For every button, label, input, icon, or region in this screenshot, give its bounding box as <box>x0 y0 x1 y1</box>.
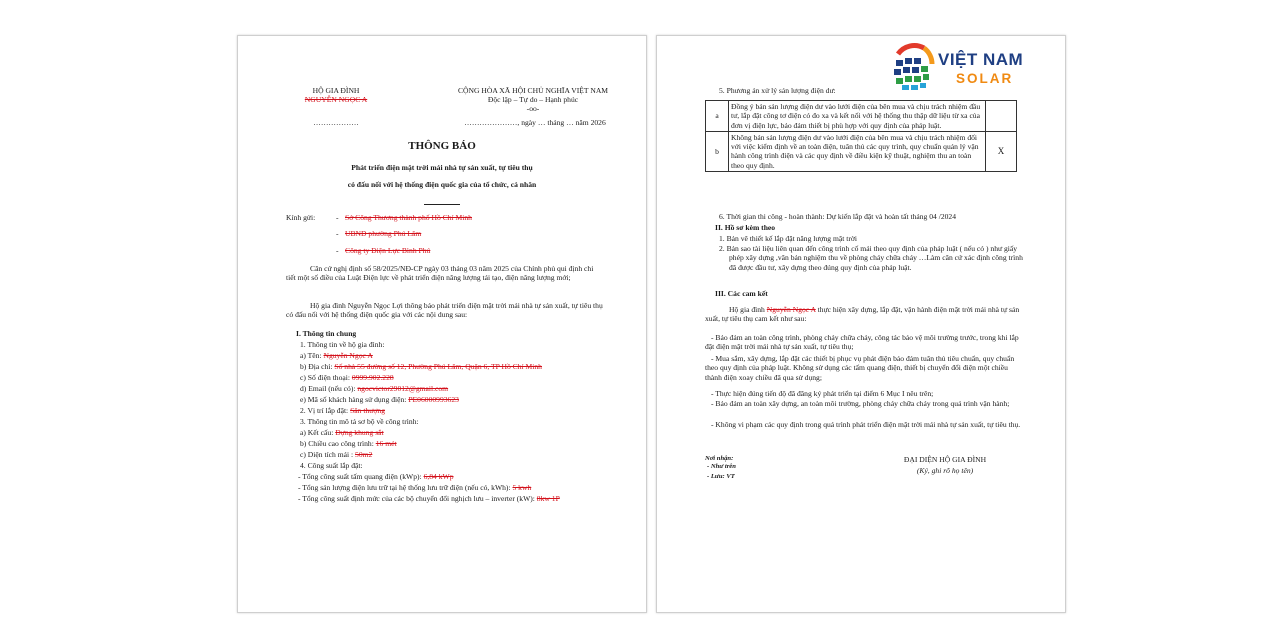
vietnam-solar-logo <box>890 40 1050 92</box>
commitment-intro-end: thực hiện xây dựng, lắp đặt, vận hành điện mặt trời mái nhà tự sản xuất, tự tiêu thụ cam kết như sau: <box>705 305 1020 324</box>
document-subtitle-1: Phát triển điện mặt trời mái nhà tự sản xuất, tự tiêu thụ <box>351 163 533 172</box>
commitment-intro <box>705 305 1021 324</box>
recipients-item-2: - Lưu: VT <box>707 473 735 480</box>
option-key: b <box>706 131 729 171</box>
capacity-inverter-value: 8kw 1P <box>536 494 560 503</box>
info-email-row <box>300 384 448 393</box>
option-text: Không bán sản lượng điện dư vào lưới điện của bên mua và chịu trách nhiệm đối với việc kiểm định về an toàn điện, tuân thủ các quy trình, quy chuẩn quản lý vận hành công trình điện và các quy định về điều kiện kỹ thuật, nghiệm thu an toàn theo quy định. <box>729 131 986 171</box>
recipient-2: UBND phường Phú Lâm <box>345 229 422 238</box>
header-date: …………………, ngày … tháng … năm 2026 <box>464 118 606 127</box>
info-address-value: Số nhà 55 đường số 12, Phường Phú Lâm, Quận 6, TP Hồ Chí Minh <box>334 362 542 371</box>
header-country-name: CỘNG HÒA XÃ HỘI CHỦ NGHĨA VIỆT NAM <box>457 86 609 95</box>
capacity-storage-label: - Tổng sản lượng điện lưu trữ tại hệ thống lưu trữ điện (nếu có, kWh): <box>298 483 511 492</box>
signature-title: ĐẠI DIỆN HỘ GIA ĐÌNH <box>903 455 987 464</box>
surplus-option-row <box>706 131 1017 171</box>
document-page-2 <box>656 35 1066 613</box>
attachment-2: 2. Bản sao tài liệu liên quan đến công trình cố mái theo quy định của pháp luật ( nếu có ) như giấy phép xây dựng ,văn bản nghiệm thu về phòng cháy chữa cháy …Làm căn cứ xác định công trình đã được đầu tư, xây dựng theo đúng quy định của pháp luật. <box>719 244 1023 272</box>
section-iii-heading: III. Các cam kết <box>715 289 768 298</box>
surplus-option-row <box>706 101 1017 132</box>
info-name-label: a) Tên: <box>300 351 322 360</box>
recipient-dash: - <box>336 246 339 255</box>
surplus-option-table <box>705 100 1017 172</box>
info-address-label: b) Địa chỉ: <box>300 362 333 371</box>
commitment-intro-name: Nguyễn Ngọc A <box>766 305 816 314</box>
commitment-item: - Bảo đảm an toàn công trình, phòng cháy chữa cháy, công tác bảo vệ môi trường trước, trong khi lắp đặt điện mặt trời mái nhà tự sản xuất, tự tiêu thụ; <box>705 333 1019 352</box>
commitment-item: - Bảo đảm an toàn xây dựng, an toàn môi trường, phòng cháy chữa cháy trong quá trình vận hành; <box>711 399 1010 408</box>
info-customer-code-label: e) Mã số khách hàng sử dụng điện: <box>300 395 407 404</box>
structure-type-row <box>300 428 384 437</box>
structure-height-row <box>300 439 397 448</box>
header-household-name: NGUYỄN NGỌC A <box>304 95 368 104</box>
commitment-item: - Thực hiện đúng tiến độ đã đăng ký phát triển tại điểm 6 Mục I nêu trên; <box>711 389 934 398</box>
info-email-label: d) Email (nếu có): <box>300 384 356 393</box>
info-email-value: ngocvictor29012@gmail.com <box>357 384 449 393</box>
capacity-heading: 4. Công suất lắp đặt: <box>300 461 363 470</box>
signature-note: (Ký, ghi rõ họ tên) <box>916 466 974 475</box>
info-item-1: 1. Thông tin về hộ gia đình: <box>300 340 385 349</box>
install-location-value: Sân thượng <box>350 406 385 415</box>
capacity-pv-value: 6,84 kWp <box>423 472 454 481</box>
kinh-gui-label: Kính gửi: <box>286 213 316 222</box>
structure-type-value: Dựng khung sắt <box>335 428 384 437</box>
info-customer-code-row <box>300 395 459 404</box>
header-separator: -oo- <box>526 104 540 113</box>
structure-height-value: 16 mét <box>375 439 397 448</box>
option-selection-mark: X <box>986 131 1017 171</box>
info-name-value: Nguyễn Ngọc A <box>323 351 373 360</box>
info-address-row <box>300 362 542 371</box>
document-title: THÔNG BÁO <box>408 140 476 152</box>
solar-sphere-icon <box>890 42 936 94</box>
install-location-label: 2. Vị trí lắp đặt: <box>300 406 349 415</box>
recipient-3: Công ty Điện Lực Bình Phú <box>345 246 431 255</box>
recipient-1: Sở Công Thương thành phố Hồ Chí Minh <box>345 213 472 222</box>
info-phone-row <box>300 373 394 382</box>
document-page-1 <box>237 35 647 613</box>
info-name-row <box>300 351 373 360</box>
commitment-item: - Không vi phạm các quy định trong quá trình phát triển điện mặt trời mái nhà tự sản xuất, tự tiêu thụ. <box>711 420 1021 429</box>
commitment-intro-start: Hộ gia đình <box>729 305 765 314</box>
capacity-pv-label: - Tổng công suất tấm quang điện (kWp): <box>298 472 422 481</box>
structure-type-label: a) Kết cấu: <box>300 428 334 437</box>
legal-basis-paragraph: Căn cứ nghị định số 58/2025/NĐ-CP ngày 03 tháng 03 năm 2025 của Chính phủ qui định chi tiết một số điều của Luật Điện lực về phát triển điện năng lượng tái tạo, điện năng lượng mới; <box>286 264 594 283</box>
recipient-dash: - <box>336 229 339 238</box>
info-phone-value: 0999.902.228 <box>351 373 394 382</box>
header-motto: Độc lập – Tự do – Hạnh phúc <box>487 95 579 104</box>
roof-area-label: c) Diện tích mái : <box>300 450 354 459</box>
structure-info-heading: 3. Thông tin mô tả sơ bộ về công trình: <box>300 417 419 426</box>
structure-height-label: b) Chiều cao công trình: <box>300 439 374 448</box>
roof-area-row <box>300 450 372 459</box>
recipients-label: Nơi nhận: <box>705 455 734 462</box>
section-i-heading: I. Thông tin chung <box>296 329 357 338</box>
install-location-row <box>300 406 385 415</box>
document-subtitle-2: có đấu nối với hệ thống điện quốc gia của tổ chức, cá nhân <box>347 180 537 189</box>
header-left-dots: ……………… <box>313 118 359 127</box>
capacity-inverter-row <box>298 494 560 503</box>
recipient-dash: - <box>336 213 339 222</box>
roof-area-value: 50m2 <box>355 450 373 459</box>
logo-text-solar: SOLAR <box>956 71 1014 86</box>
header-household-label: HỘ GIA ĐÌNH <box>312 86 360 95</box>
capacity-pv-row <box>298 472 454 481</box>
capacity-inverter-label: - Tổng công suất định mức của các bộ chuyển đổi nghịch lưu – inverter (kW): <box>298 494 535 503</box>
section-ii-heading: II. Hồ sơ kèm theo <box>715 223 776 232</box>
commitment-item: - Mua sắm, xây dựng, lắp đặt các thiết bị phục vụ phát điện bảo đảm tuân thủ tiêu chuẩn, quy chuẩn theo quy định của pháp luật. Không sử dụng các tấm quang điện, thiết bị chuyển đổi điện một chiều thành điện xoay chiều đã qua sử dụng; <box>705 354 1015 382</box>
option-key: a <box>706 101 729 132</box>
info-customer-code-value: PE06000993623 <box>408 395 459 404</box>
intro-paragraph: Hộ gia đình Nguyễn Ngọc Lợi thông báo phát triển điện mặt trời mái nhà tự sản xuất, tự tiêu thụ có đấu nối với hệ thống điện quốc gia với các nội dung sau: <box>286 301 603 320</box>
capacity-storage-row <box>298 483 531 492</box>
logo-text-vietnam: VIỆT NAM <box>938 50 1024 69</box>
capacity-storage-value: 5 kwh <box>512 483 532 492</box>
option-selection-mark <box>986 101 1017 132</box>
attachment-1: 1. Bản vẽ thiết kế lắp đặt năng lượng mặt trời <box>719 234 858 243</box>
info-phone-label: c) Số điện thoại: <box>300 373 350 382</box>
construction-timeline: 6. Thời gian thi công - hoàn thành: Dự kiến lắp đặt và hoàn tất tháng 04 /2024 <box>719 212 957 221</box>
recipients-item-1: - Như trên <box>707 463 736 470</box>
option-text: Đồng ý bán sản lượng điện dư vào lưới điện của bên mua và chịu trách nhiệm đầu tư, lắp đặt công tơ điện có đo xa và kết nối với hệ thống thu thập dữ liệu từ xa của đơn vị điện lực, bảo đảm thiết bị phù hợp với quy định của pháp luật. <box>729 101 986 132</box>
title-divider <box>424 204 460 205</box>
surplus-option-heading: 5. Phương án xử lý sản lượng điện dư: <box>719 86 836 95</box>
